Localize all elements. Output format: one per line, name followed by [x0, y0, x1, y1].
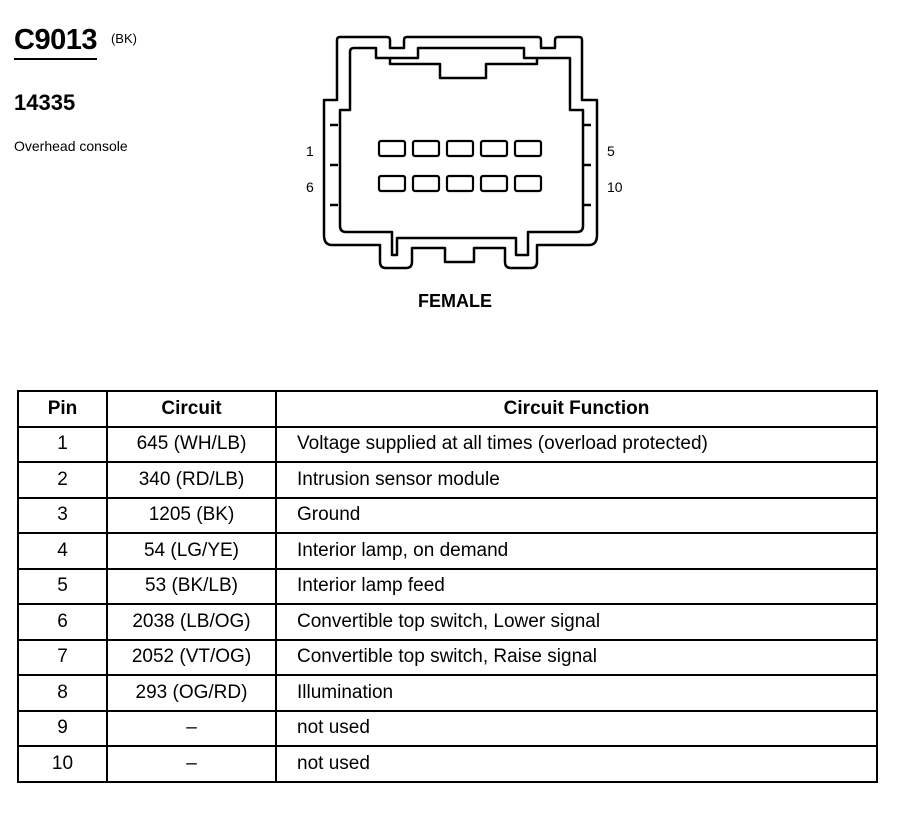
pin-label-6: 6: [306, 179, 314, 195]
connector-header: [14, 24, 137, 60]
table-row: [18, 604, 877, 640]
function-cell: Convertible top switch, Raise signal: [276, 640, 877, 676]
pin-table: [17, 390, 878, 783]
pin-cell: 1: [18, 427, 107, 463]
pin-cavity-3: [447, 141, 473, 156]
pin-cavity-6: [379, 176, 405, 191]
function-cell: Intrusion sensor module: [276, 462, 877, 498]
circuit-cell: 2038 (LB/OG): [107, 604, 276, 640]
function-cell: Ground: [276, 498, 877, 534]
function-cell: not used: [276, 746, 877, 782]
table-row: [18, 675, 877, 711]
view-label: FEMALE: [418, 291, 492, 311]
pin-cell: 6: [18, 604, 107, 640]
circuit-cell: –: [107, 711, 276, 747]
function-cell: Interior lamp feed: [276, 569, 877, 605]
pin-cavity-2: [413, 141, 439, 156]
table-header-row: [18, 391, 877, 427]
circuit-cell: –: [107, 746, 276, 782]
pin-cavity-1: [379, 141, 405, 156]
header-pin: Pin: [18, 391, 107, 427]
pin-cell: 2: [18, 462, 107, 498]
pin-cell: 8: [18, 675, 107, 711]
header-circuit: Circuit: [107, 391, 276, 427]
connector-id: C9013: [14, 24, 97, 60]
connector-location: Overhead console: [14, 138, 128, 154]
pin-cell: 9: [18, 711, 107, 747]
function-cell: not used: [276, 711, 877, 747]
connector-latch: [390, 58, 537, 78]
pin-cavity-5: [515, 141, 541, 156]
pin-cell: 5: [18, 569, 107, 605]
pin-cavity-10: [515, 176, 541, 191]
pin-label-10: 10: [607, 179, 623, 195]
table-row: [18, 498, 877, 534]
side-guide-left: [330, 125, 338, 205]
connector-housing-outer: [324, 37, 597, 268]
table-row: [18, 711, 877, 747]
table-row: [18, 746, 877, 782]
function-cell: Voltage supplied at all times (overload protected): [276, 427, 877, 463]
pin-label-5: 5: [607, 143, 615, 159]
pin-cell: 10: [18, 746, 107, 782]
connector-color: (BK): [110, 31, 137, 46]
table-row: [18, 640, 877, 676]
table-row: [18, 533, 877, 569]
table-row: [18, 569, 877, 605]
circuit-cell: 54 (LG/YE): [107, 533, 276, 569]
function-cell: Convertible top switch, Lower signal: [276, 604, 877, 640]
connector-face-diagram: [300, 26, 640, 316]
circuit-cell: 645 (WH/LB): [107, 427, 276, 463]
table-row: [18, 462, 877, 498]
function-cell: Interior lamp, on demand: [276, 533, 877, 569]
circuit-cell: 53 (BK/LB): [107, 569, 276, 605]
pin-cavity-8: [447, 176, 473, 191]
pin-cavity-4: [481, 141, 507, 156]
pin-label-1: 1: [306, 143, 314, 159]
pin-cell: 7: [18, 640, 107, 676]
circuit-cell: 1205 (BK): [107, 498, 276, 534]
pin-cell: 4: [18, 533, 107, 569]
function-cell: Illumination: [276, 675, 877, 711]
pin-cell: 3: [18, 498, 107, 534]
table-row: [18, 427, 877, 463]
part-number: 14335: [14, 90, 76, 115]
pin-cavity-7: [413, 176, 439, 191]
header-circuit-function: Circuit Function: [276, 391, 877, 427]
circuit-cell: 2052 (VT/OG): [107, 640, 276, 676]
circuit-cell: 340 (RD/LB): [107, 462, 276, 498]
pin-cavity-9: [481, 176, 507, 191]
circuit-cell: 293 (OG/RD): [107, 675, 276, 711]
